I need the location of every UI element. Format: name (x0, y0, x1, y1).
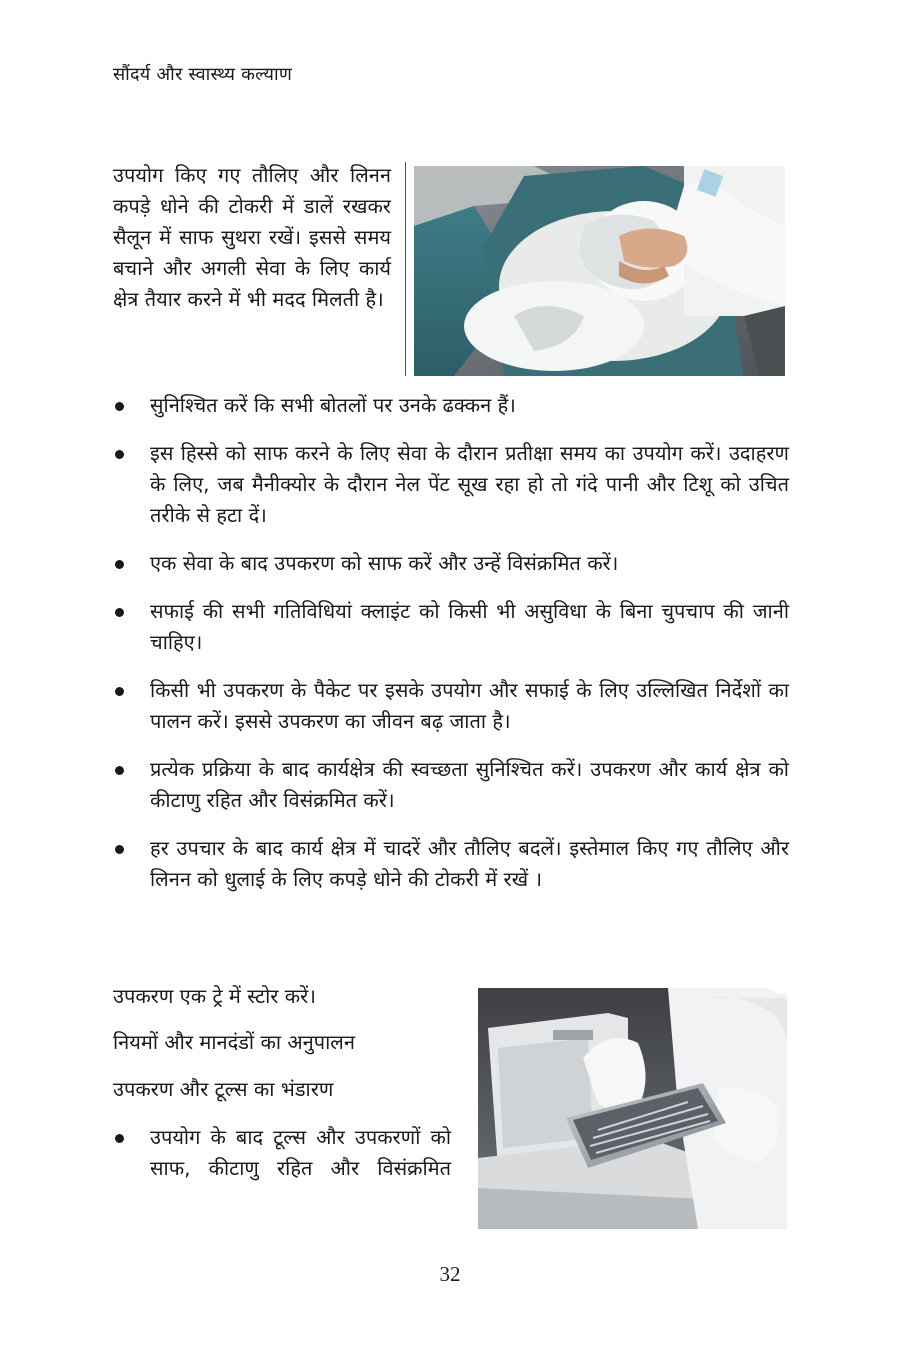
list-item (113, 754, 789, 816)
list-item-text: प्रत्येक प्रक्रिया के बाद कार्यक्षेत्र की स्वच्छता सुनिश्चित करें। उपकरण और कार्य क्षेत्र को कीटाणु रहित और विसंक्रमित करें। (150, 757, 789, 812)
bullet-dot (115, 845, 124, 854)
page-number: 32 (439, 1262, 461, 1286)
list-item-text: उपयोग के बाद टूल्स और उपकरणों को साफ, कीटाणु रहित और विसंक्रमित (150, 1125, 451, 1180)
list-item (113, 833, 789, 895)
list-item-text: सफाई की सभी गतिविधियां क्लाइंट को किसी भी असुविधा के बिना चुपचाप की जानी चाहिए। (150, 599, 789, 654)
laundry-basket-photo (414, 166, 785, 376)
list-item (113, 390, 789, 421)
bullet-dot (115, 450, 124, 459)
bullet-list (113, 390, 789, 912)
list-item (113, 438, 789, 531)
bullet-dot (115, 766, 124, 775)
section-heading-compliance: नियमों और मानदंडों का अनुपालन (113, 1030, 355, 1054)
list-item (113, 548, 789, 579)
list-item-text: एक सेवा के बाद उपकरण को साफ करें और उन्हें विसंक्रमित करें। (150, 551, 619, 575)
bullet-dot (115, 1134, 124, 1143)
bullet-dot (115, 608, 124, 617)
bullet-dot (115, 687, 124, 696)
store-tray-line: उपकरण एक ट्रे में स्टोर करें। (113, 984, 316, 1008)
list-item-text: इस हिस्से को साफ करने के लिए सेवा के दौरान प्रतीक्षा समय का उपयोग करें। उदाहरण के लिए, जब मैनीक्योर के दौरान नेल पेंट सूख रहा हो तो गंदे पानी और टिशू को उचित तरीके से हटा दें। (150, 441, 789, 527)
storage-bullet-list (113, 1122, 451, 1184)
running-header: सौंदर्य और स्वास्थ्य कल्याण (113, 64, 293, 85)
list-item-text: हर उपचार के बाद कार्य क्षेत्र में चादरें और तौलिए बदलें। इस्तेमाल किए गए तौलिए और लिनन को धुलाई के लिए कपड़े धोने की टोकरी में रखें । (150, 836, 789, 891)
list-item (113, 675, 789, 737)
bullet-dot (115, 402, 124, 411)
photo-divider (405, 162, 406, 376)
list-item (113, 596, 789, 658)
list-item-text: सुनिश्चित करें कि सभी बोतलों पर उनके ढक्कन हैं। (150, 393, 516, 417)
section-heading-storage: उपकरण और टूल्स का भंडारण (113, 1077, 334, 1101)
sterilizer-tray-photo (478, 988, 787, 1229)
intro-paragraph: उपयोग किए गए तौलिए और लिनन कपड़े धोने की टोकरी में डालें रखकर सैलून में साफ सुथरा रखें। इससे समय बचाने और अगली सेवा के लिए कार्य क्षेत्र तैयार करने में भी मदद मिलती है। (113, 163, 391, 311)
list-item-text: किसी भी उपकरण के पैकेट पर इसके उपयोग और सफाई के लिए उल्लिखित निर्देशों का पालन करें। इससे उपकरण का जीवन बढ़ जाता है। (150, 678, 789, 733)
bullet-dot (115, 560, 124, 569)
list-item (113, 1122, 451, 1184)
